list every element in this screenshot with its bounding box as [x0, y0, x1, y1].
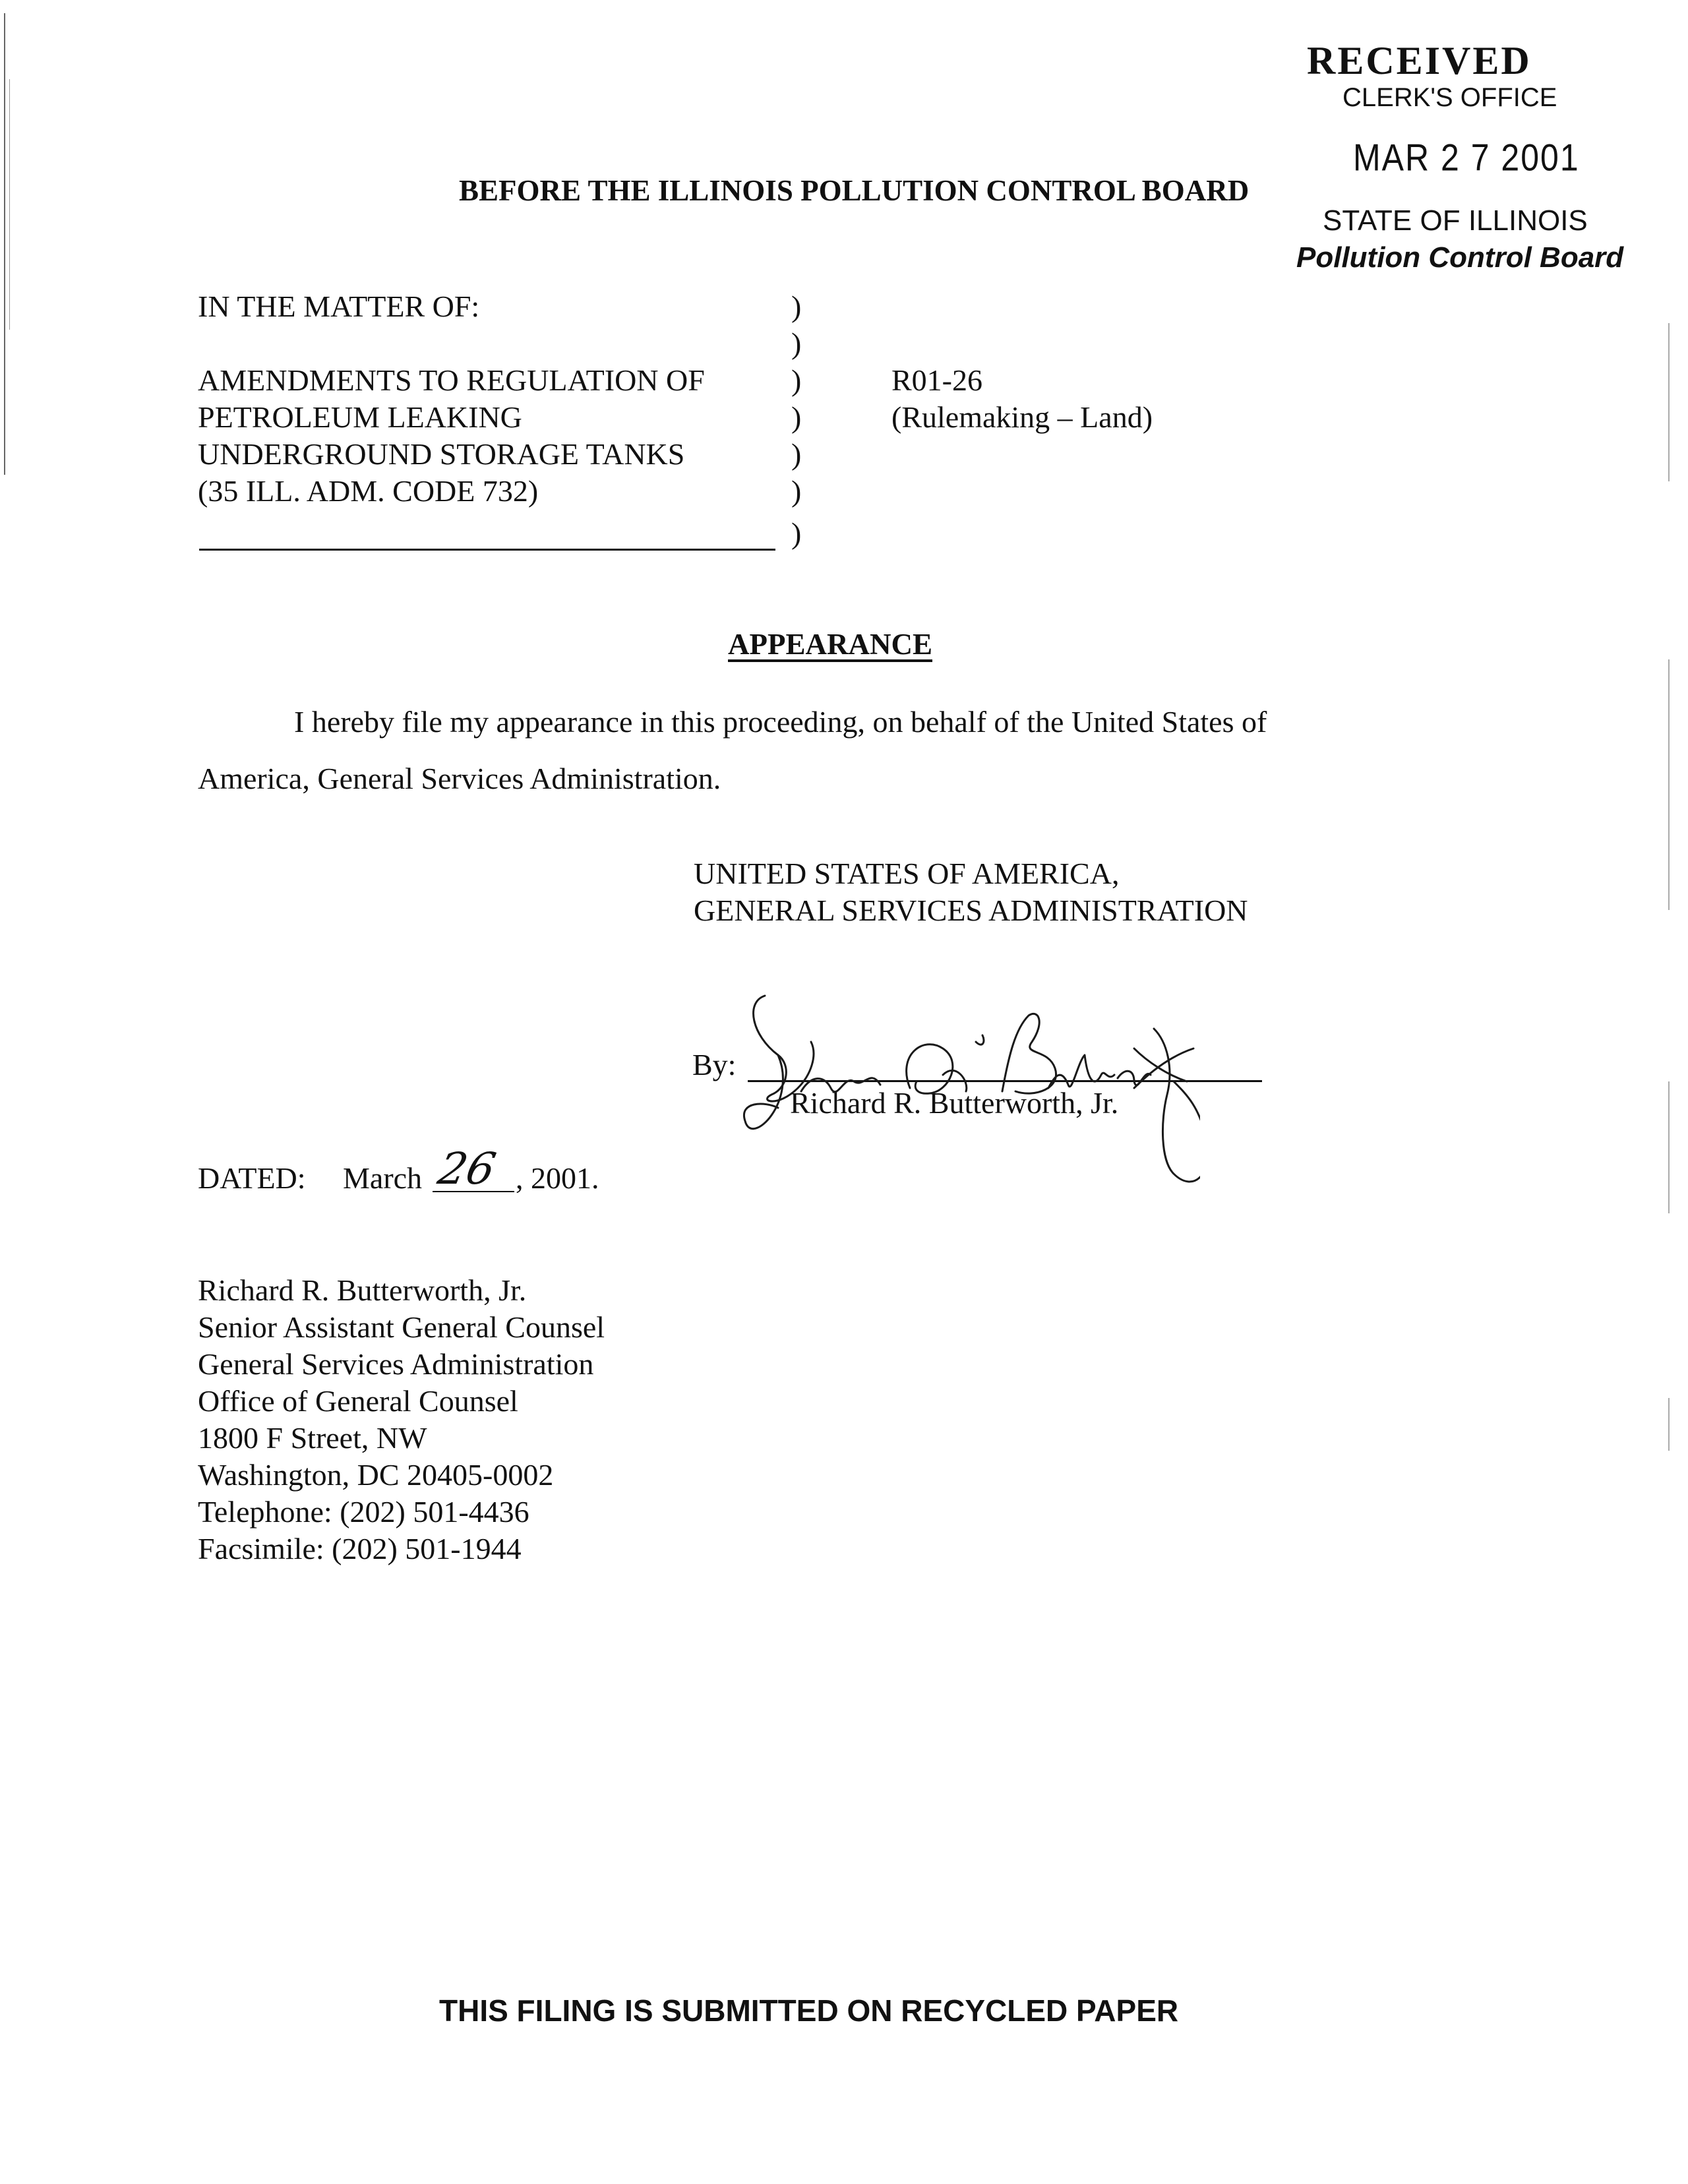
scan-edge-mark: [1668, 1081, 1670, 1213]
scan-edge-mark: [1668, 323, 1670, 481]
caption-line: IN THE MATTER OF:: [198, 289, 480, 323]
caption-line: (35 ILL. ADM. CODE 732): [198, 474, 539, 508]
caption-paren: ): [791, 289, 802, 323]
scan-edge-mark: [1668, 1398, 1670, 1451]
caption-paren: ): [791, 474, 802, 508]
caption-paren: ): [791, 326, 802, 360]
contact-street: 1800 F Street, NW: [198, 1421, 427, 1455]
appearance-body-line: I hereby file my appearance in this proceeding, on behalf of the United States of: [294, 705, 1267, 739]
signer-name: Richard R. Butterworth, Jr.: [790, 1086, 1119, 1120]
dated-day-handwritten: 26: [433, 1143, 500, 1194]
contact-title: Senior Assistant General Counsel: [198, 1310, 605, 1344]
appearance-heading: APPEARANCE: [728, 628, 932, 661]
scan-edge-mark: [4, 13, 5, 475]
caption-line: UNDERGROUND STORAGE TANKS: [198, 437, 685, 471]
caption-paren: ): [791, 400, 802, 434]
recycled-paper-note: THIS FILING IS SUBMITTED ON RECYCLED PAPER: [439, 1993, 1179, 2028]
stamp-board: Pollution Control Board: [1296, 241, 1624, 274]
dated-month: March: [343, 1161, 423, 1195]
date-underline: [433, 1191, 514, 1192]
scan-edge-mark: [1668, 659, 1670, 910]
dated-label: DATED:: [198, 1161, 306, 1195]
signatory-entity: GENERAL SERVICES ADMINISTRATION: [694, 894, 1248, 927]
scan-edge-mark: [9, 79, 10, 330]
page-title: BEFORE THE ILLINOIS POLLUTION CONTROL BOARD: [459, 174, 1250, 207]
caption-line: AMENDMENTS TO REGULATION OF: [198, 363, 705, 397]
caption-line: PETROLEUM LEAKING: [198, 400, 522, 434]
contact-name: Richard R. Butterworth, Jr.: [198, 1273, 527, 1307]
stamp-date: MAR 2 7 2001: [1353, 136, 1580, 179]
docket-type: (Rulemaking – Land): [891, 400, 1153, 434]
by-label: By:: [692, 1048, 737, 1081]
contact-facsimile: Facsimile: (202) 501-1944: [198, 1532, 522, 1565]
contact-city: Washington, DC 20405-0002: [198, 1458, 554, 1492]
handwritten-signature: [738, 976, 1200, 1200]
appearance-body-line: America, General Services Administration.: [198, 762, 721, 795]
stamp-office: CLERK'S OFFICE: [1342, 83, 1557, 112]
contact-agency: General Services Administration: [198, 1347, 594, 1381]
caption-paren: ): [791, 437, 802, 471]
signatory-entity: UNITED STATES OF AMERICA,: [694, 857, 1120, 890]
dated-year: , 2001.: [516, 1161, 599, 1195]
stamp-state: STATE OF ILLINOIS: [1323, 204, 1588, 237]
contact-telephone: Telephone: (202) 501-4436: [198, 1495, 529, 1529]
caption-rule: [199, 549, 775, 551]
caption-paren: ): [791, 363, 802, 397]
docket-number: R01-26: [891, 363, 982, 397]
stamp-received: RECEIVED: [1307, 39, 1532, 82]
caption-paren: ): [791, 516, 802, 550]
contact-office: Office of General Counsel: [198, 1384, 518, 1418]
